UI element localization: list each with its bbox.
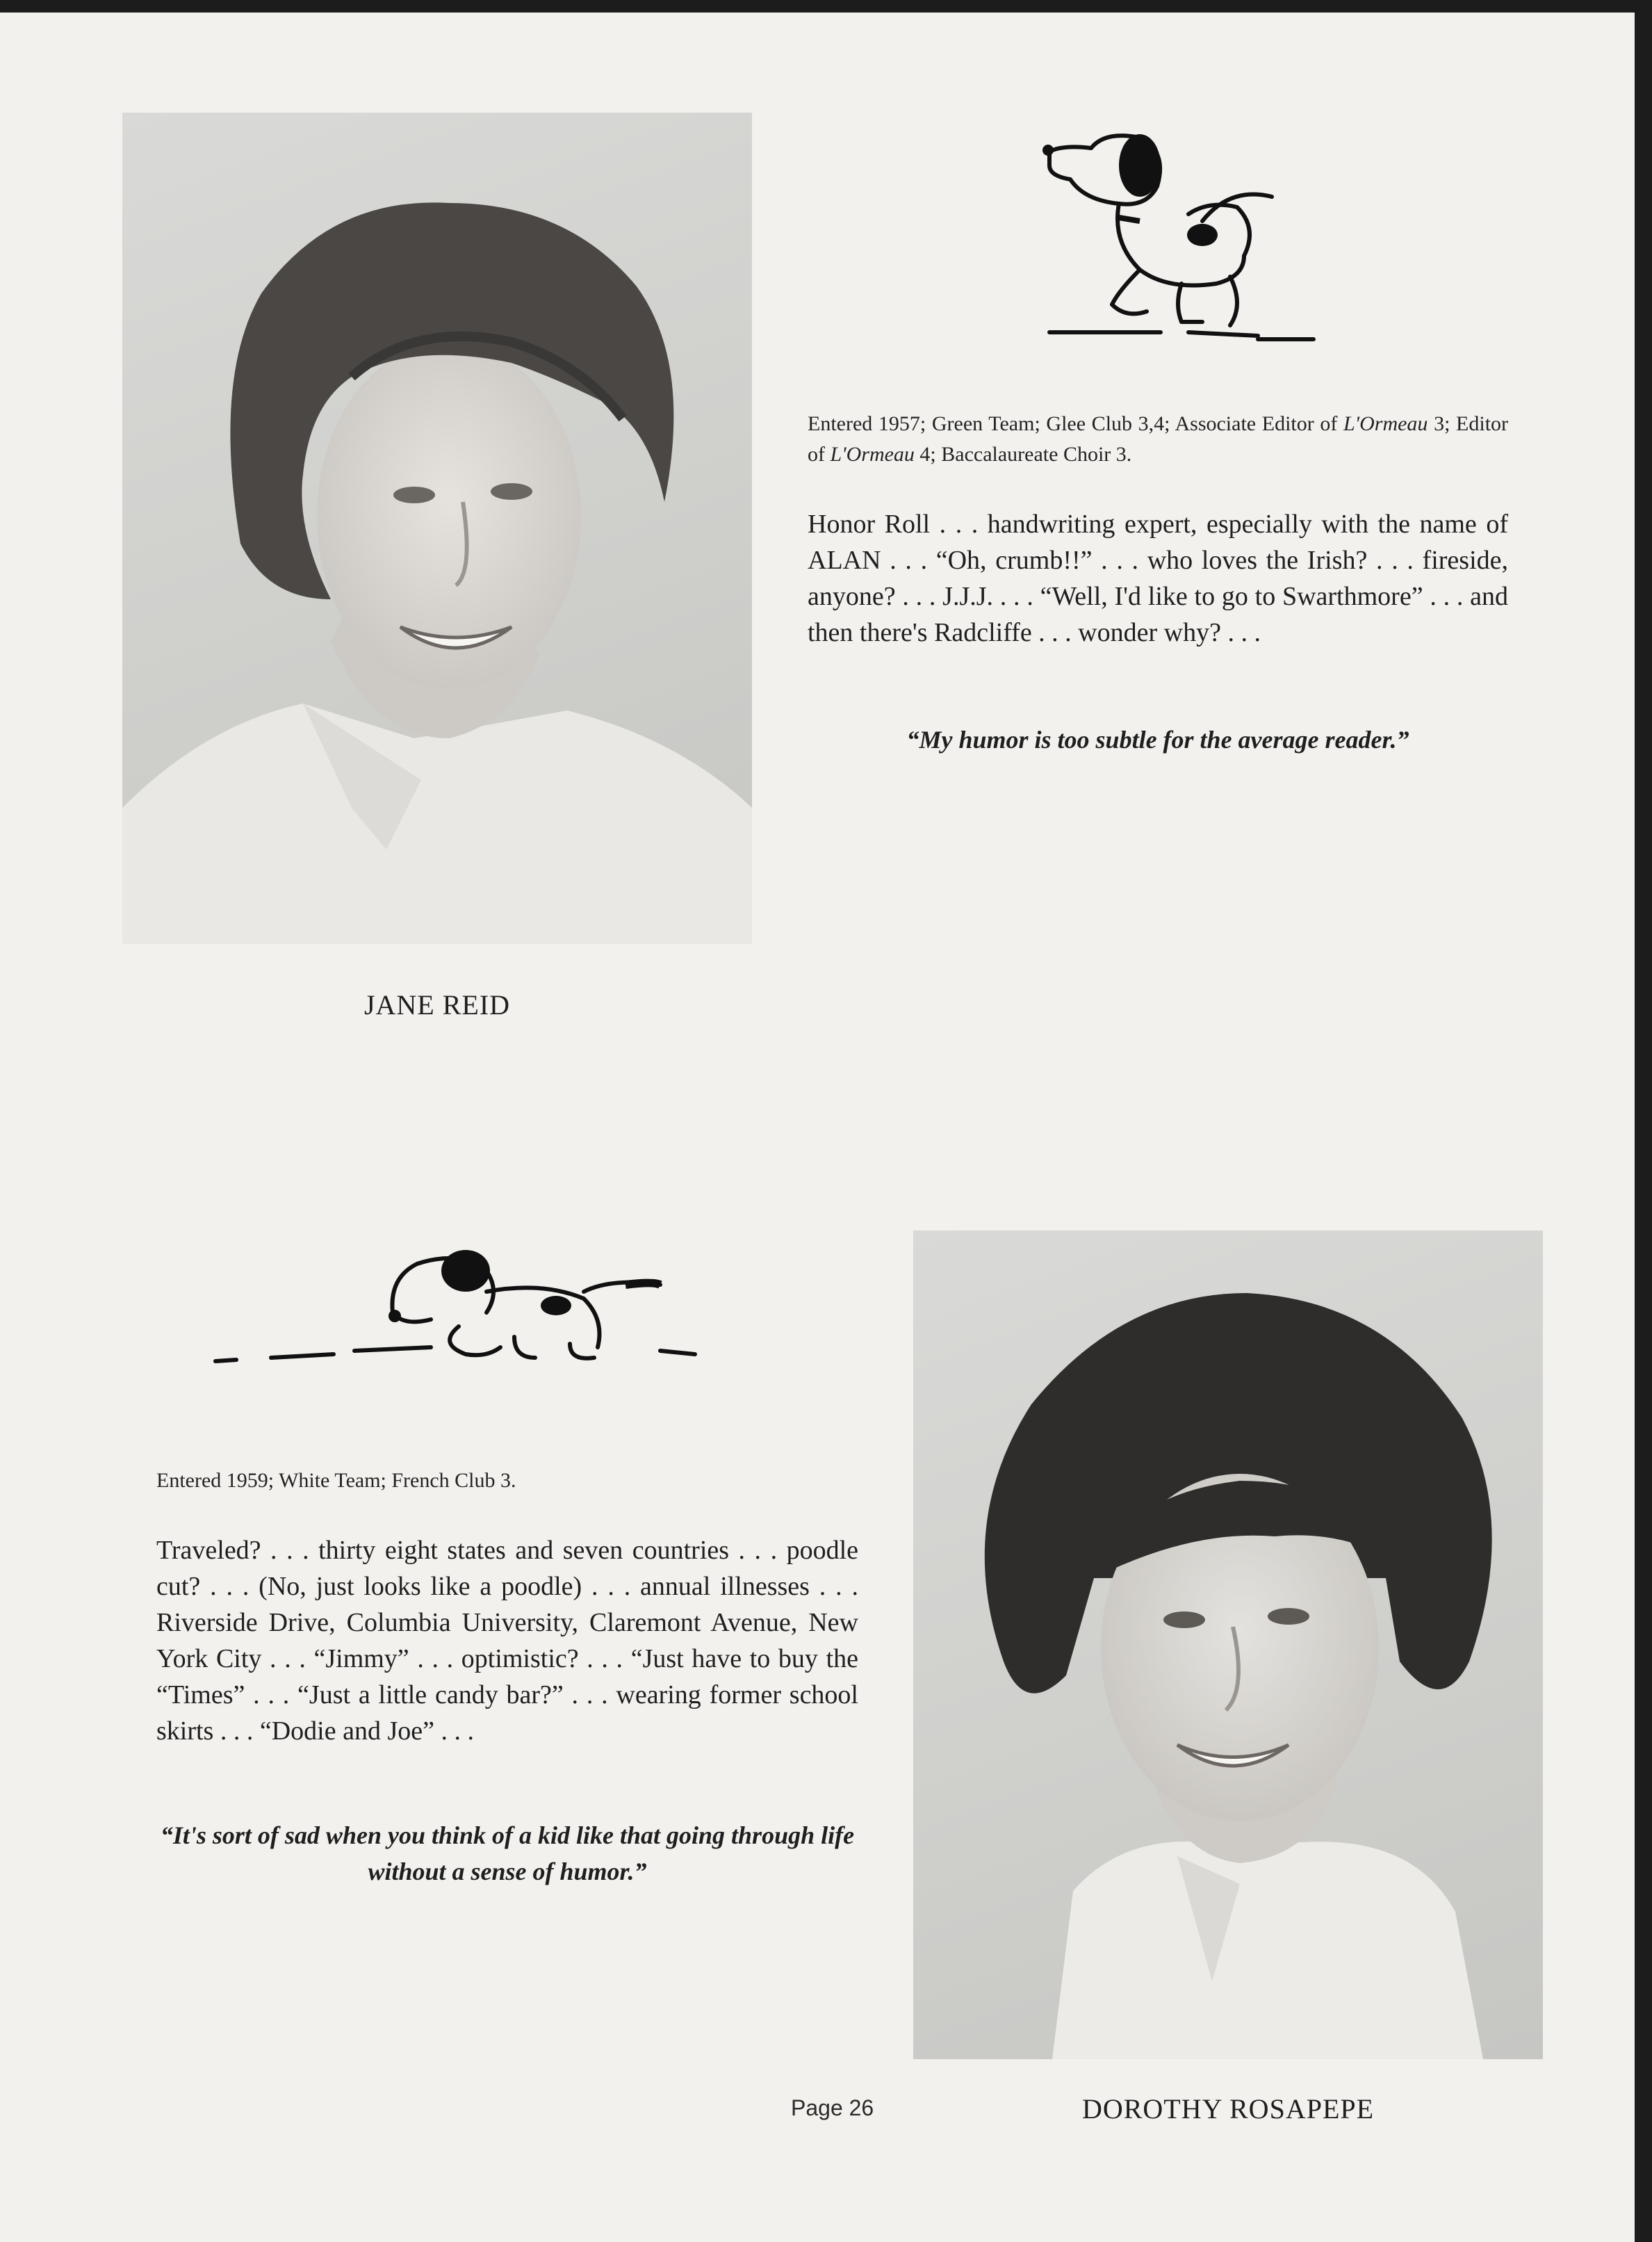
dorothy-rosapepe-portrait	[913, 1230, 1543, 2059]
portrait-photo-icon	[122, 113, 752, 944]
snoopy-walking-drawing-icon	[1036, 124, 1327, 360]
dorothy-description: Traveled? . . . thirty eight states and seven countries . . . poodle cut? . . . (No, just looks like a poodle) . . . annual illnesses . . . Riverside Drive, Columbia University, Claremont Avenue, New York City . . . “Jimmy” . . . optimistic? . . . “Just have to buy the “Times” . . . “Just a little candy bar?” . . . wearing former school skirts . . . “Dodie and Joe” . . .	[156, 1536, 858, 1746]
jane-reid-portrait	[122, 113, 752, 944]
publication-title: L'Ormeau	[830, 443, 915, 466]
dorothy-entered-record: Entered 1959; White Team; French Club 3.	[156, 1469, 516, 1492]
jane-entered-part2: 3; Editor of	[808, 412, 1509, 466]
jane-quote: “My humor is too subtle for the average reader.”	[906, 726, 1409, 754]
portrait-photo-icon	[913, 1230, 1543, 2059]
dorothy-quote: “It's sort of sad when you think of a kid like that going through life without a sense of humor.”	[160, 1821, 855, 1885]
dorothy-name-caption: DOROTHY ROSAPEPE	[1081, 2093, 1375, 2125]
snoopy-sniffing-drawing-icon	[208, 1215, 709, 1375]
jane-entered-part3: 4; Baccalaureate Choir 3.	[919, 443, 1132, 466]
page-number: Page 26	[791, 2095, 874, 2120]
yearbook-page	[0, 13, 1635, 2242]
publication-title: L'Ormeau	[1343, 412, 1428, 435]
jane-description: Honor Roll . . . handwriting expert, especially with the name of ALAN . . . “Oh, crumb!!” . . . who loves the Irish? . . . fireside, anyone? . . . J.J.J. . . . “Well, I'd like to go to Swarthmore” . . . and then there's Radcliffe . . . wonder why? . . .	[808, 510, 1508, 647]
jane-entered-part1: Entered 1957; Green Team; Glee Club 3,4; Associate Editor of	[808, 412, 1338, 435]
jane-name-caption: JANE REID	[363, 989, 511, 1021]
jane-entered-record	[808, 409, 1508, 470]
